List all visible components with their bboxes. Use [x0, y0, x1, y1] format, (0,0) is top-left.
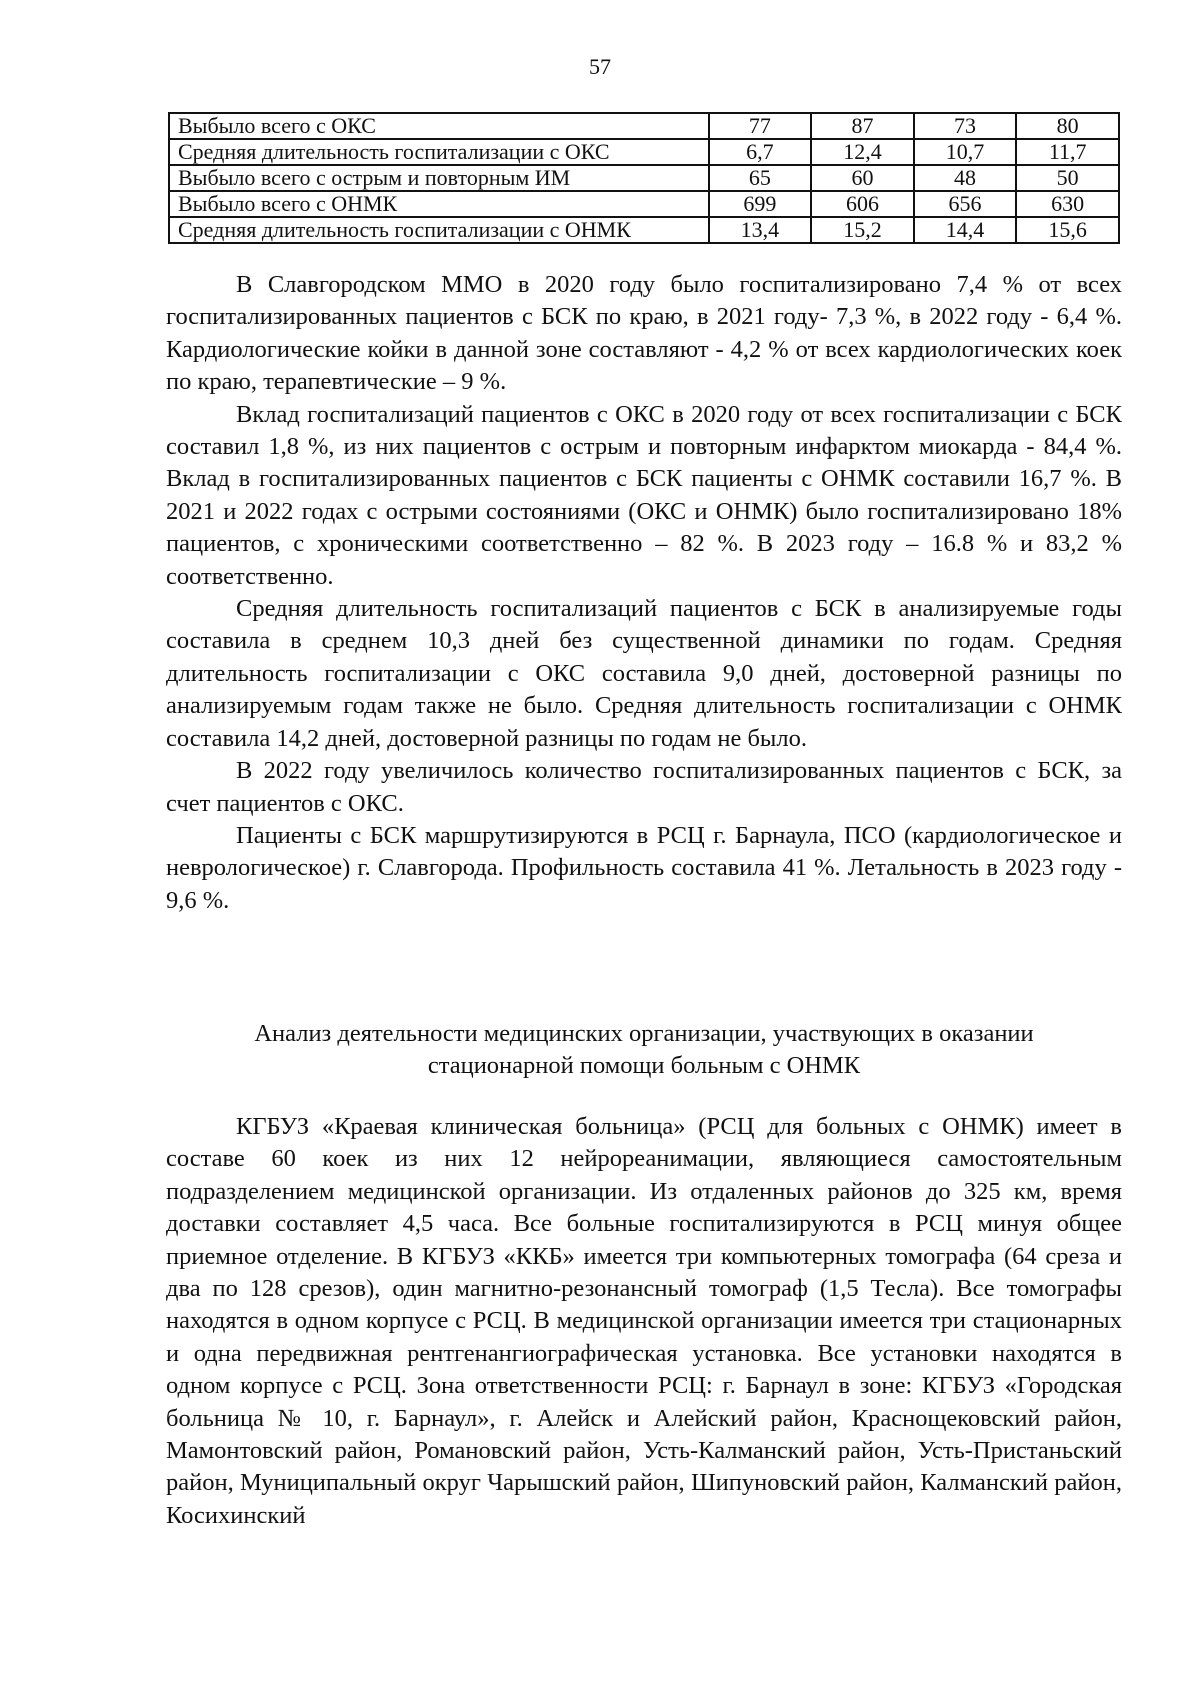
paragraph: Пациенты с БСК маршрутизируются в РСЦ г. Барнаула, ПСО (кардиологическое и неврологическое) г. Славгорода. Профильность составила 41 %. Летальность в 2023 году - 9,6 %. [166, 821, 1122, 914]
section-heading-line-1: Анализ деятельности медицинских организации, участвующих в оказании [254, 1020, 1034, 1047]
table-cell-value: 10,7 [914, 139, 1017, 165]
table-row-label: Средняя длительность госпитализации с ОКС [169, 139, 709, 165]
section-heading [166, 1018, 1122, 1082]
table-row-label: Выбыло всего с острым и повторным ИМ [169, 165, 709, 191]
table-row-label: Средняя длительность госпитализации с ОНМК [169, 217, 709, 243]
table-cell-value: 11,7 [1016, 139, 1119, 165]
table-cell-value: 606 [811, 191, 914, 217]
section-heading-line-2: стационарной помощи больным с ОНМК [427, 1052, 861, 1079]
table-row [169, 165, 1119, 191]
table-row [169, 139, 1119, 165]
table-row [169, 113, 1119, 139]
page-number: 57 [589, 54, 611, 79]
table-row [169, 191, 1119, 217]
table-cell-value: 14,4 [914, 217, 1017, 243]
paragraph: КГБУЗ «Краевая клиническая больница» (РСЦ для больных с ОНМК) имеет в составе 60 коек из них 12 нейрореанимации, являющиеся самостоятельным подразделением медицинской организации. Из отдаленных районов до 325 км, время доставки составляет 4,5 часа. Все больные госпитализируются в РСЦ минуя общее приемное отделение. В КГБУЗ «ККБ» имеется три компьютерных томографа (64 среза и два по 128 срезов), один магнитно-резонансный томограф (1,5 Тесла). Все томографы находятся в одном корпусе с РСЦ. В медицинской организации имеется три стационарных и одна передвижная рентгенангиографическая установка. Все установки находятся в одном корпусе с РСЦ. Зона ответственности РСЦ: г. Барнаул в зоне: КГБУЗ «Городская больница № 10, г. Барнаул», г. Алейск и Алейский район, Краснощековский район, Мамонтовский район, Романовский район, Усть-Калманский район, Усть-Пристаньский район, Муниципальный округ Чарышский район, Шипуновский район, Калманский район, Косихинский [166, 1113, 1122, 1529]
table-cell-value: 80 [1016, 113, 1119, 139]
table-cell-value: 60 [811, 165, 914, 191]
table-cell-value: 87 [811, 113, 914, 139]
statistics-table [168, 112, 1120, 244]
analysis-text-slavgorod [166, 269, 1122, 917]
analysis-text-rsc [166, 1111, 1122, 1532]
table-cell-value: 699 [709, 191, 812, 217]
table-row [169, 217, 1119, 243]
table-cell-value: 6,7 [709, 139, 812, 165]
paragraph: Средняя длительность госпитализаций пациентов с БСК в анализируемые годы составила в среднем 10,3 дней без существенной динамики по годам. Средняя длительность госпитализации с ОКС составила 9,0 дней, достоверной разницы по анализируемым годам также не было. Средняя длительность госпитализации с ОНМК составила 14,2 дней, достоверной разницы по годам не было. [166, 595, 1122, 752]
table-cell-value: 65 [709, 165, 812, 191]
table-cell-value: 15,2 [811, 217, 914, 243]
paragraph: Вклад госпитализаций пациентов с ОКС в 2020 году от всех госпитализации с БСК составил 1,8 %, из них пациентов с острым и повторным инфарктом миокарда - 84,4 %. Вклад в госпитализированных пациентов с БСК пациенты с ОНМК составили 16,7 %. В 2021 и 2022 годах с острыми состояниями (ОКС и ОНМК) было госпитализировано 18% пациентов, с хроническими соответственно – 82 %. В 2023 году – 16.8 % и 83,2 % соответственно. [166, 400, 1122, 590]
table-row-label: Выбыло всего с ОНМК [169, 191, 709, 217]
table-cell-value: 77 [709, 113, 812, 139]
table-cell-value: 656 [914, 191, 1017, 217]
paragraph: В 2022 году увеличилось количество госпитализированных пациентов с БСК, за счет пациентов с ОКС. [166, 757, 1122, 817]
table-cell-value: 15,6 [1016, 217, 1119, 243]
table-cell-value: 630 [1016, 191, 1119, 217]
table-cell-value: 13,4 [709, 217, 812, 243]
paragraph: В Славгородском ММО в 2020 году было госпитализировано 7,4 % от всех госпитализированных пациентов с БСК по краю, в 2021 году- 7,3 %, в 2022 году - 6,4 %. Кардиологические койки в данной зоне составляют - 4,2 % от всех кардиологических коек по краю, терапевтические – 9 %. [166, 271, 1122, 396]
table-row-label: Выбыло всего с ОКС [169, 113, 709, 139]
table-cell-value: 50 [1016, 165, 1119, 191]
table-cell-value: 73 [914, 113, 1017, 139]
table-cell-value: 48 [914, 165, 1017, 191]
table-cell-value: 12,4 [811, 139, 914, 165]
